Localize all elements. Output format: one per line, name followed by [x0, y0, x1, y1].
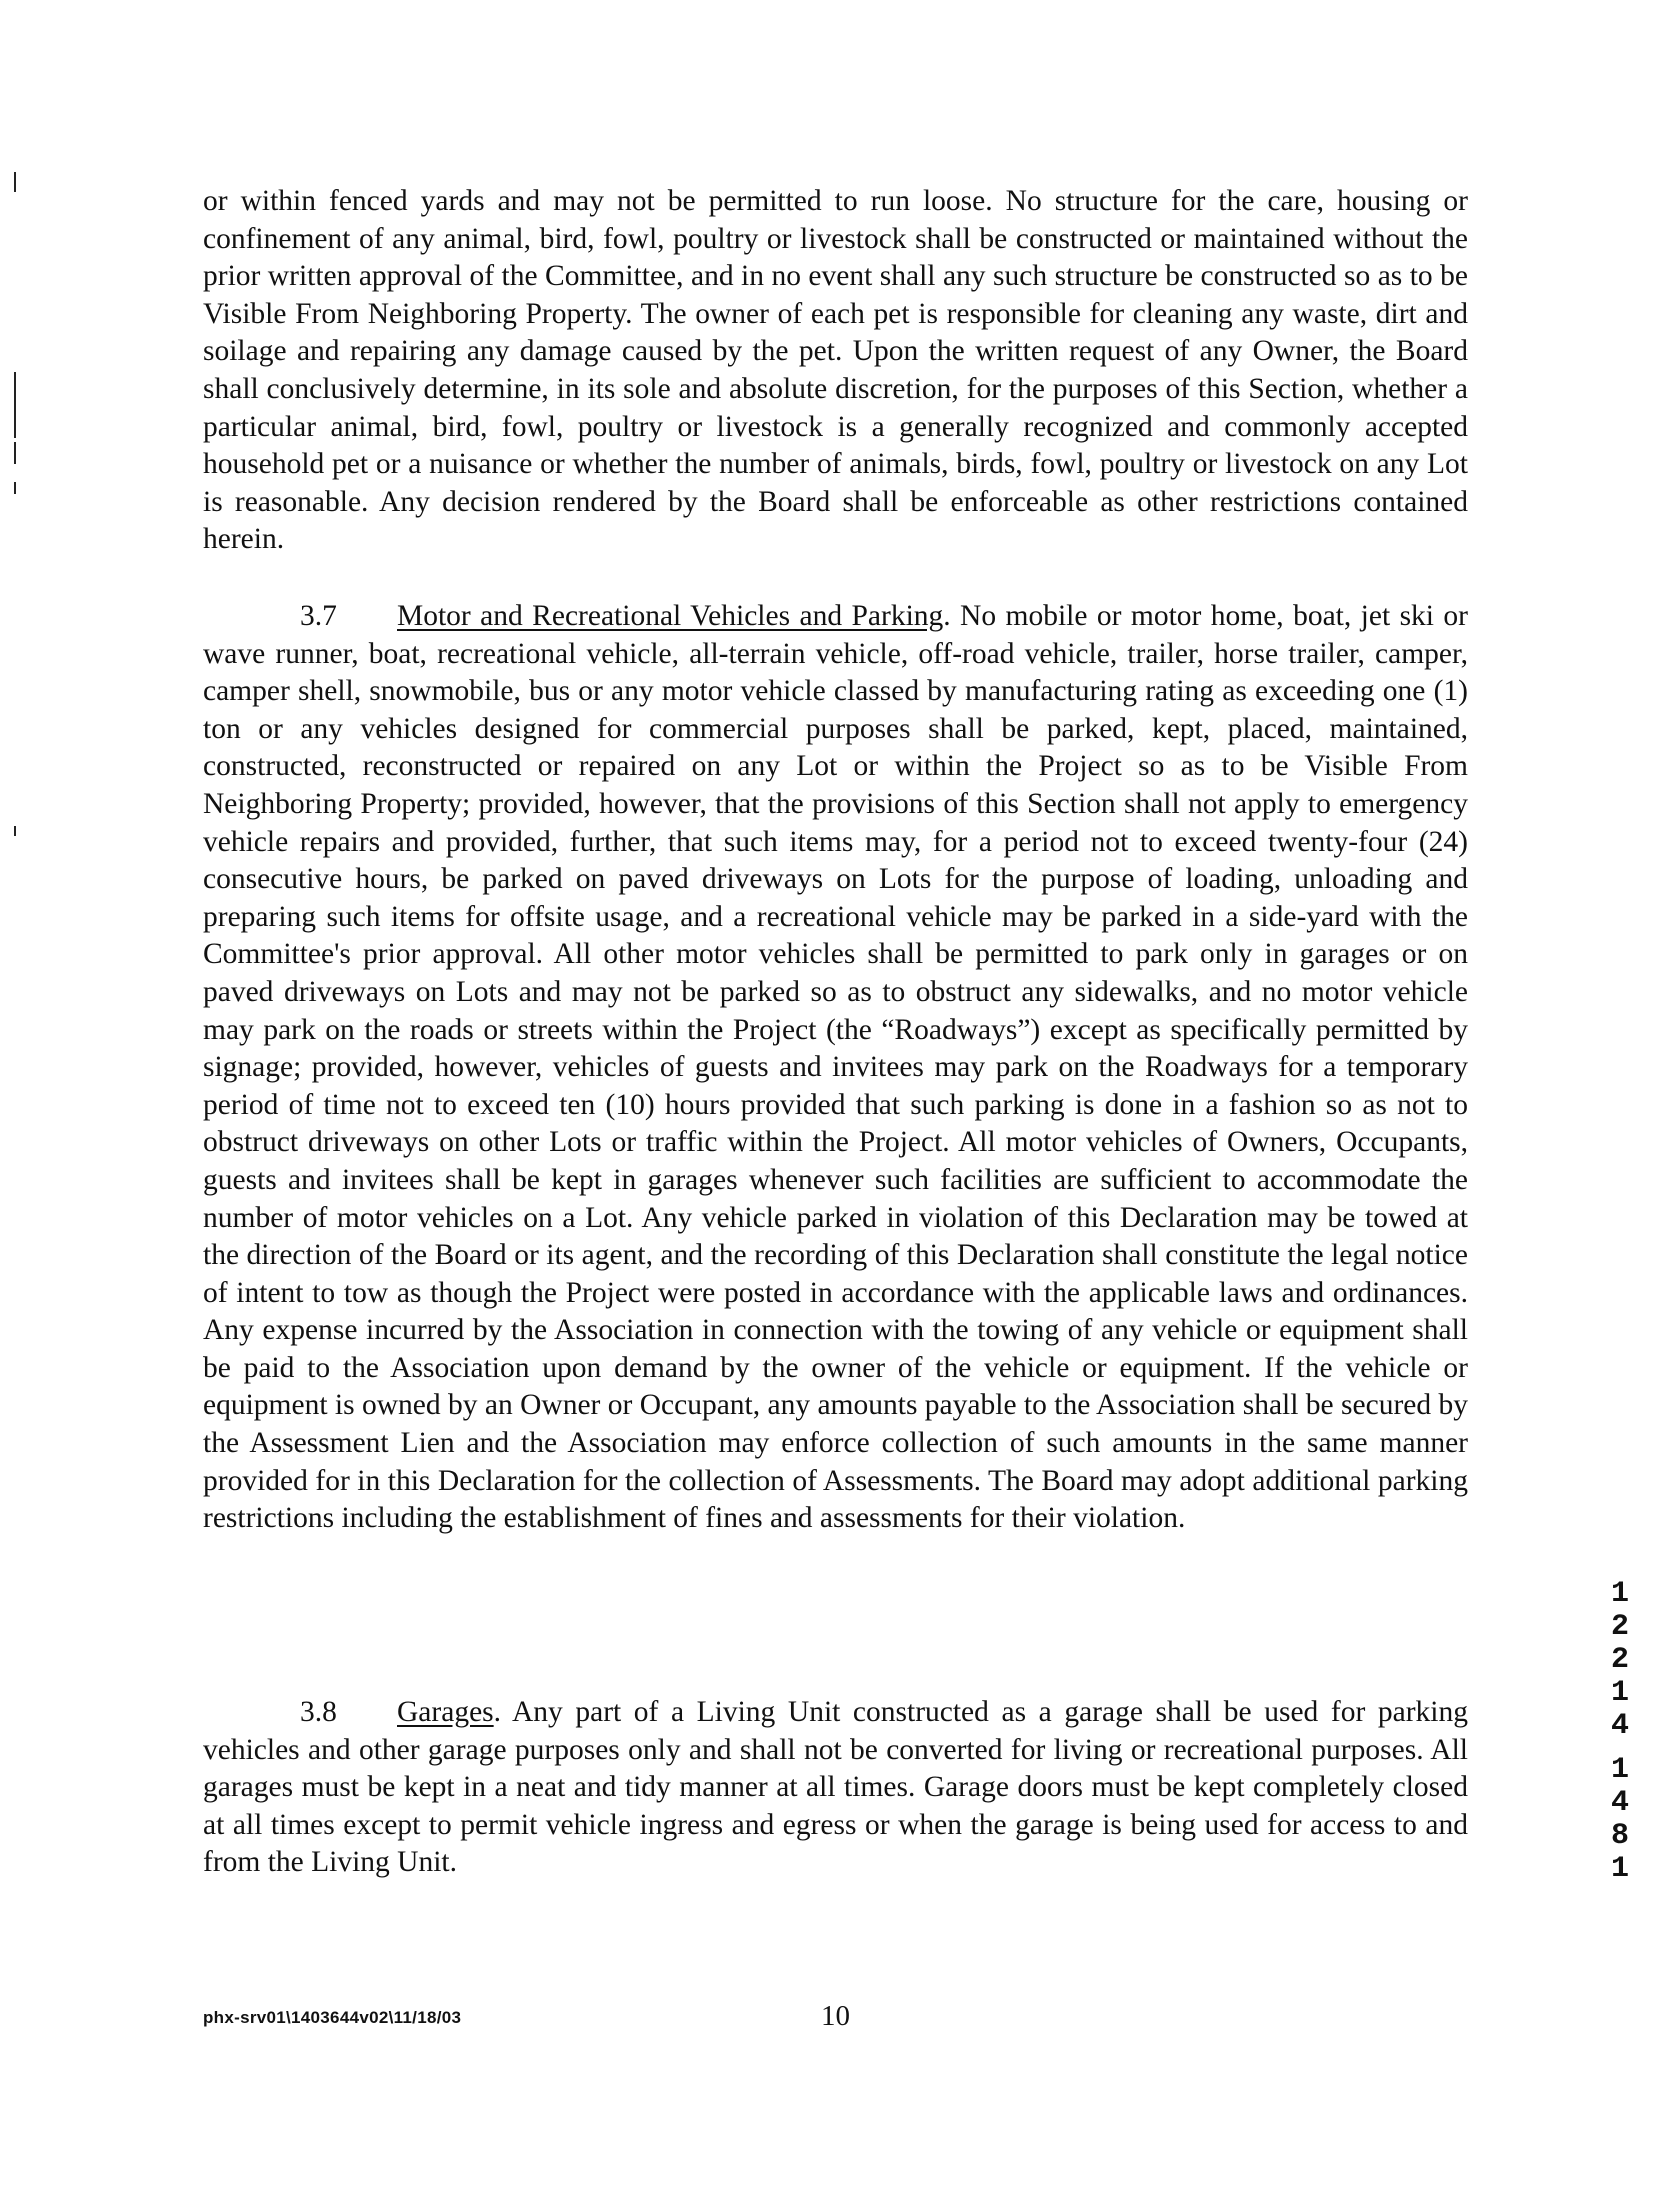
section-number: 3.7	[300, 600, 337, 632]
recording-digit: 2	[1610, 1643, 1629, 1677]
paragraph-pets-continued: or within fenced yards and may not be permitted to run loose. No structure for the care, housing or confinement of any animal, bird, fowl, poultry or livestock shall be constructed or maintained without the prior written approval of the Committee, and in no event shall any such structure be constructed so as to be Visible From Neighboring Property. The owner of each pet is responsible for cleaning any waste, dirt and soilage and repairing any damage caused by the pet. Upon the written request of any Owner, the Board shall conclusively determine, in its sole and absolute discretion, for the purposes of this Section, whether a particular animal, bird, fowl, poultry or livestock is a generally recognized and commonly accepted household pet or a nuisance or whether the number of animals, birds, fowl, poultry or livestock on any Lot is reasonable. Any decision rendered by the Board shall be enforceable as other restrictions contained herein.	[203, 185, 1468, 556]
footer-document-id: phx-srv01\1403644v02\11/18/03	[203, 2008, 462, 2027]
recording-digit: 1	[1610, 1753, 1629, 1787]
scan-margin-mark	[14, 826, 16, 836]
section-body: . No mobile or motor home, boat, jet ski or wave runner, boat, recreational vehicle, all-terrain vehicle, off-road vehicle, trailer, horse trailer, camper, camper shell, snowmobile, bus or any motor vehicle classed by manufacturing rating as exceeding one (1) ton or any vehicles designed for commercial purposes shall be parked, kept, placed, maintained, constructed, reconstructed or repaired on any Lot or within the Project so as to be Visible From Neighboring Property; provided, however, that the provisions of this Section shall not apply to emergency vehicle repairs and provided, further, that such items may, for a period not to exceed twenty-four (24) consecutive hours, be parked on paved driveways on Lots for the purpose of loading, unloading and preparing such items for offsite usage, and a recreational vehicle may be parked in a side-yard with the Committee's prior approval. All other motor vehicles shall be permitted to park only in garages or on paved driveways on Lots and may not be parked so as to obstruct any sidewalks, and no motor vehicle may park on the roads or streets within the Project (the “Roadways”) except as specifically permitted by signage; provided, however, vehicles of guests and invitees may park on the Roadways for a temporary period of time not to exceed ten (10) hours provided that such parking is done in a fashion so as not to obstruct driveways on other Lots or traffic within the Project. All motor vehicles of Owners, Occupants, guests and invitees shall be kept in garages whenever such facilities are sufficient to accommodate the number of motor vehicles on a Lot. Any vehicle parked in violation of this Declaration may be towed at the direction of the Board or its agent, and the recording of this Declaration shall constitute the legal notice of intent to tow as though the Project were posted in accordance with the applicable laws and ordinances. Any expense incurred by the Association in connection with the towing of any vehicle or equipment shall be paid to the Association upon demand by the owner of the vehicle or equipment. If the vehicle or equipment is owned by an Owner or Occupant, any amounts payable to the Association shall be secured by the Assessment Lien and the Association may enforce collection of such amounts in the same manner provided for in this Declaration for the collection of Assessments. The Board may adopt additional parking restrictions including the establishment of fines and assessments for their violation.	[203, 600, 1468, 1535]
section-heading: Garages	[397, 1696, 494, 1728]
recording-digit: 1	[1610, 1852, 1629, 1886]
section-heading: Motor and Recreational Vehicles and Parking	[397, 600, 944, 632]
scan-margin-mark	[14, 442, 16, 464]
recording-digit: 1	[1610, 1676, 1629, 1710]
recording-number-top	[1605, 1578, 1635, 1743]
recording-number-bottom	[1605, 1754, 1635, 1886]
scan-margin-mark	[14, 172, 16, 192]
recording-digit: 2	[1610, 1610, 1629, 1644]
recording-digit: 8	[1610, 1819, 1629, 1853]
scan-margin-mark	[14, 482, 16, 494]
section-3-8-paragraph	[203, 1694, 1468, 1882]
page-number: 10	[821, 2000, 850, 2032]
section-3-7-paragraph	[203, 598, 1468, 1538]
recording-digit: 4	[1610, 1709, 1629, 1743]
recording-digit: 1	[1610, 1577, 1629, 1611]
recording-digit: 4	[1610, 1786, 1629, 1820]
section-body: . Any part of a Living Unit constructed as a garage shall be used for parking vehicles and other garage purposes only and shall not be converted for living or recreational purposes. All garages must be kept in a neat and tidy manner at all times. Garage doors must be kept completely closed at all times except to permit vehicle ingress and egress or when the garage is being used for access to and from the Living Unit.	[203, 1696, 1468, 1879]
scan-margin-mark	[14, 372, 16, 438]
section-number: 3.8	[300, 1696, 337, 1728]
